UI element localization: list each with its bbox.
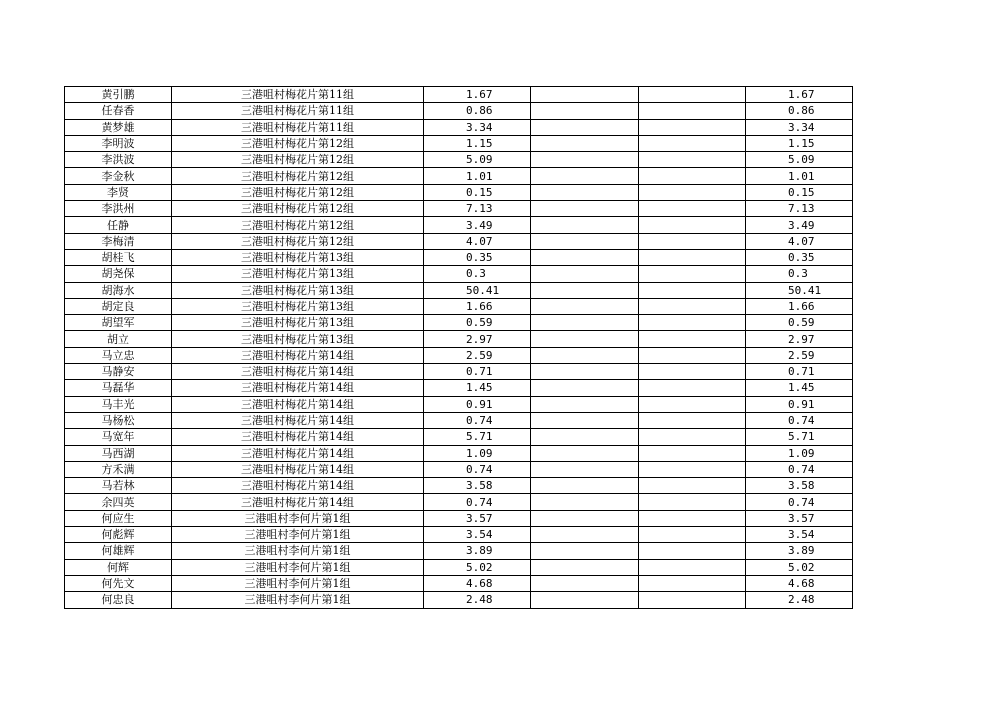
empty-cell xyxy=(531,429,639,445)
empty-cell xyxy=(531,135,639,151)
table-row xyxy=(65,184,853,200)
empty-cell xyxy=(639,184,746,200)
location-cell: 三港咀村梅花片第14组 xyxy=(172,396,424,412)
location-cell: 三港咀村梅花片第11组 xyxy=(172,87,424,103)
name-cell: 何先文 xyxy=(65,575,172,591)
name-cell: 马宽年 xyxy=(65,429,172,445)
empty-cell xyxy=(639,298,746,314)
empty-cell xyxy=(531,103,639,119)
location-cell: 三港咀村梅花片第11组 xyxy=(172,103,424,119)
total-cell: 4.07 xyxy=(746,233,853,249)
location-cell: 三港咀村李何片第1组 xyxy=(172,510,424,526)
table-row xyxy=(65,152,853,168)
empty-cell xyxy=(639,282,746,298)
empty-cell xyxy=(531,527,639,543)
empty-cell xyxy=(639,168,746,184)
name-cell: 胡望军 xyxy=(65,315,172,331)
area-cell: 2.97 xyxy=(424,331,531,347)
location-cell: 三港咀村梅花片第12组 xyxy=(172,217,424,233)
name-cell: 何辉 xyxy=(65,559,172,575)
area-cell: 3.49 xyxy=(424,217,531,233)
table-row xyxy=(65,461,853,477)
table-row xyxy=(65,429,853,445)
name-cell: 李洪波 xyxy=(65,152,172,168)
empty-cell xyxy=(639,396,746,412)
total-cell: 2.59 xyxy=(746,347,853,363)
area-cell: 0.3 xyxy=(424,266,531,282)
empty-cell xyxy=(639,135,746,151)
total-cell: 1.66 xyxy=(746,298,853,314)
total-cell: 5.71 xyxy=(746,429,853,445)
area-cell: 1.66 xyxy=(424,298,531,314)
empty-cell xyxy=(531,412,639,428)
table-row xyxy=(65,510,853,526)
name-cell: 李金秋 xyxy=(65,168,172,184)
area-cell: 0.74 xyxy=(424,494,531,510)
table-row xyxy=(65,380,853,396)
empty-cell xyxy=(639,461,746,477)
empty-cell xyxy=(639,494,746,510)
area-cell: 4.68 xyxy=(424,575,531,591)
name-cell: 黄引鹏 xyxy=(65,87,172,103)
table-row xyxy=(65,575,853,591)
empty-cell xyxy=(531,364,639,380)
table-row xyxy=(65,103,853,119)
total-cell: 4.68 xyxy=(746,575,853,591)
location-cell: 三港咀村梅花片第13组 xyxy=(172,298,424,314)
name-cell: 李洪州 xyxy=(65,201,172,217)
table-row xyxy=(65,445,853,461)
name-cell: 何忠良 xyxy=(65,592,172,608)
total-cell: 0.74 xyxy=(746,494,853,510)
area-cell: 1.09 xyxy=(424,445,531,461)
name-cell: 李梅清 xyxy=(65,233,172,249)
location-cell: 三港咀村梅花片第12组 xyxy=(172,168,424,184)
location-cell: 三港咀村梅花片第14组 xyxy=(172,380,424,396)
area-cell: 1.67 xyxy=(424,87,531,103)
location-cell: 三港咀村梅花片第14组 xyxy=(172,478,424,494)
table-row xyxy=(65,396,853,412)
location-cell: 三港咀村梅花片第14组 xyxy=(172,445,424,461)
empty-cell xyxy=(639,364,746,380)
empty-cell xyxy=(531,184,639,200)
total-cell: 3.57 xyxy=(746,510,853,526)
location-cell: 三港咀村李何片第1组 xyxy=(172,527,424,543)
empty-cell xyxy=(531,217,639,233)
location-cell: 三港咀村梅花片第14组 xyxy=(172,429,424,445)
empty-cell xyxy=(639,543,746,559)
name-cell: 胡定良 xyxy=(65,298,172,314)
name-cell: 马若林 xyxy=(65,478,172,494)
area-cell: 2.59 xyxy=(424,347,531,363)
total-cell: 50.41 xyxy=(746,282,853,298)
empty-cell xyxy=(531,331,639,347)
table-row xyxy=(65,315,853,331)
table-row xyxy=(65,217,853,233)
empty-cell xyxy=(639,380,746,396)
empty-cell xyxy=(531,494,639,510)
empty-cell xyxy=(531,592,639,608)
name-cell: 马丰光 xyxy=(65,396,172,412)
total-cell: 0.15 xyxy=(746,184,853,200)
table-row xyxy=(65,119,853,135)
area-cell: 0.91 xyxy=(424,396,531,412)
empty-cell xyxy=(531,233,639,249)
empty-cell xyxy=(531,347,639,363)
area-cell: 3.34 xyxy=(424,119,531,135)
name-cell: 何彪辉 xyxy=(65,527,172,543)
area-cell: 1.01 xyxy=(424,168,531,184)
table-row xyxy=(65,298,853,314)
name-cell: 余四英 xyxy=(65,494,172,510)
empty-cell xyxy=(531,575,639,591)
location-cell: 三港咀村梅花片第12组 xyxy=(172,152,424,168)
name-cell: 马磊华 xyxy=(65,380,172,396)
total-cell: 5.09 xyxy=(746,152,853,168)
name-cell: 胡桂飞 xyxy=(65,249,172,265)
empty-cell xyxy=(639,201,746,217)
total-cell: 0.59 xyxy=(746,315,853,331)
total-cell: 0.74 xyxy=(746,461,853,477)
empty-cell xyxy=(639,331,746,347)
name-cell: 马杨松 xyxy=(65,412,172,428)
name-cell: 马立忠 xyxy=(65,347,172,363)
empty-cell xyxy=(639,559,746,575)
empty-cell xyxy=(639,217,746,233)
empty-cell xyxy=(531,396,639,412)
empty-cell xyxy=(639,103,746,119)
empty-cell xyxy=(531,282,639,298)
table-row xyxy=(65,347,853,363)
name-cell: 马静安 xyxy=(65,364,172,380)
empty-cell xyxy=(531,543,639,559)
empty-cell xyxy=(531,510,639,526)
location-cell: 三港咀村梅花片第13组 xyxy=(172,266,424,282)
location-cell: 三港咀村梅花片第14组 xyxy=(172,461,424,477)
name-cell: 胡尧保 xyxy=(65,266,172,282)
empty-cell xyxy=(639,592,746,608)
area-cell: 0.74 xyxy=(424,412,531,428)
name-cell: 李明波 xyxy=(65,135,172,151)
table-row xyxy=(65,364,853,380)
empty-cell xyxy=(531,298,639,314)
empty-cell xyxy=(639,87,746,103)
empty-cell xyxy=(531,201,639,217)
empty-cell xyxy=(639,315,746,331)
location-cell: 三港咀村梅花片第13组 xyxy=(172,282,424,298)
table-row xyxy=(65,168,853,184)
area-cell: 5.09 xyxy=(424,152,531,168)
total-cell: 1.09 xyxy=(746,445,853,461)
location-cell: 三港咀村梅花片第14组 xyxy=(172,494,424,510)
empty-cell xyxy=(531,478,639,494)
empty-cell xyxy=(639,119,746,135)
total-cell: 0.86 xyxy=(746,103,853,119)
location-cell: 三港咀村李何片第1组 xyxy=(172,592,424,608)
table-row xyxy=(65,201,853,217)
empty-cell xyxy=(531,315,639,331)
total-cell: 1.01 xyxy=(746,168,853,184)
empty-cell xyxy=(531,445,639,461)
total-cell: 3.89 xyxy=(746,543,853,559)
total-cell: 1.67 xyxy=(746,87,853,103)
area-cell: 0.15 xyxy=(424,184,531,200)
table-row xyxy=(65,87,853,103)
name-cell: 任春香 xyxy=(65,103,172,119)
table-row xyxy=(65,527,853,543)
empty-cell xyxy=(531,559,639,575)
location-cell: 三港咀村梅花片第14组 xyxy=(172,347,424,363)
total-cell: 1.45 xyxy=(746,380,853,396)
empty-cell xyxy=(639,510,746,526)
empty-cell xyxy=(639,478,746,494)
area-cell: 0.71 xyxy=(424,364,531,380)
table-row xyxy=(65,249,853,265)
area-cell: 0.35 xyxy=(424,249,531,265)
table-row xyxy=(65,331,853,347)
total-cell: 5.02 xyxy=(746,559,853,575)
location-cell: 三港咀村李何片第1组 xyxy=(172,575,424,591)
area-cell: 0.74 xyxy=(424,461,531,477)
empty-cell xyxy=(639,575,746,591)
table-row xyxy=(65,592,853,608)
empty-cell xyxy=(639,249,746,265)
name-cell: 马西湖 xyxy=(65,445,172,461)
location-cell: 三港咀村梅花片第12组 xyxy=(172,201,424,217)
table-row xyxy=(65,543,853,559)
empty-cell xyxy=(639,527,746,543)
empty-cell xyxy=(531,152,639,168)
empty-cell xyxy=(531,87,639,103)
table-row xyxy=(65,478,853,494)
name-cell: 何雄辉 xyxy=(65,543,172,559)
total-cell: 0.91 xyxy=(746,396,853,412)
table-row xyxy=(65,266,853,282)
name-cell: 方禾满 xyxy=(65,461,172,477)
location-cell: 三港咀村梅花片第12组 xyxy=(172,184,424,200)
location-cell: 三港咀村梅花片第13组 xyxy=(172,331,424,347)
location-cell: 三港咀村梅花片第13组 xyxy=(172,315,424,331)
total-cell: 1.15 xyxy=(746,135,853,151)
total-cell: 0.71 xyxy=(746,364,853,380)
empty-cell xyxy=(639,429,746,445)
area-cell: 4.07 xyxy=(424,233,531,249)
area-cell: 0.59 xyxy=(424,315,531,331)
empty-cell xyxy=(639,445,746,461)
area-cell: 50.41 xyxy=(424,282,531,298)
empty-cell xyxy=(531,266,639,282)
location-cell: 三港咀村梅花片第14组 xyxy=(172,364,424,380)
area-cell: 3.58 xyxy=(424,478,531,494)
name-cell: 李贤 xyxy=(65,184,172,200)
area-cell: 3.54 xyxy=(424,527,531,543)
total-cell: 3.58 xyxy=(746,478,853,494)
table-row xyxy=(65,233,853,249)
table-row xyxy=(65,412,853,428)
empty-cell xyxy=(639,266,746,282)
name-cell: 黄梦雄 xyxy=(65,119,172,135)
area-cell: 7.13 xyxy=(424,201,531,217)
area-cell: 3.57 xyxy=(424,510,531,526)
table-row xyxy=(65,135,853,151)
empty-cell xyxy=(531,249,639,265)
area-cell: 0.86 xyxy=(424,103,531,119)
empty-cell xyxy=(639,233,746,249)
total-cell: 3.49 xyxy=(746,217,853,233)
empty-cell xyxy=(639,347,746,363)
table-row xyxy=(65,559,853,575)
name-cell: 胡立 xyxy=(65,331,172,347)
total-cell: 0.35 xyxy=(746,249,853,265)
table-row xyxy=(65,494,853,510)
area-cell: 1.15 xyxy=(424,135,531,151)
total-cell: 7.13 xyxy=(746,201,853,217)
location-cell: 三港咀村梅花片第12组 xyxy=(172,233,424,249)
total-cell: 2.48 xyxy=(746,592,853,608)
name-cell: 何应生 xyxy=(65,510,172,526)
empty-cell xyxy=(531,380,639,396)
empty-cell xyxy=(639,152,746,168)
table-body xyxy=(65,87,853,609)
name-cell: 任静 xyxy=(65,217,172,233)
empty-cell xyxy=(531,119,639,135)
area-cell: 5.71 xyxy=(424,429,531,445)
total-cell: 3.54 xyxy=(746,527,853,543)
location-cell: 三港咀村李何片第1组 xyxy=(172,559,424,575)
location-cell: 三港咀村梅花片第12组 xyxy=(172,135,424,151)
total-cell: 3.34 xyxy=(746,119,853,135)
location-cell: 三港咀村梅花片第13组 xyxy=(172,249,424,265)
area-cell: 3.89 xyxy=(424,543,531,559)
total-cell: 0.3 xyxy=(746,266,853,282)
empty-cell xyxy=(639,412,746,428)
location-cell: 三港咀村梅花片第11组 xyxy=(172,119,424,135)
area-cell: 2.48 xyxy=(424,592,531,608)
total-cell: 2.97 xyxy=(746,331,853,347)
area-cell: 5.02 xyxy=(424,559,531,575)
table-row xyxy=(65,282,853,298)
location-cell: 三港咀村梅花片第14组 xyxy=(172,412,424,428)
area-cell: 1.45 xyxy=(424,380,531,396)
location-cell: 三港咀村李何片第1组 xyxy=(172,543,424,559)
data-table xyxy=(64,86,853,609)
total-cell: 0.74 xyxy=(746,412,853,428)
name-cell: 胡海水 xyxy=(65,282,172,298)
empty-cell xyxy=(531,461,639,477)
empty-cell xyxy=(531,168,639,184)
